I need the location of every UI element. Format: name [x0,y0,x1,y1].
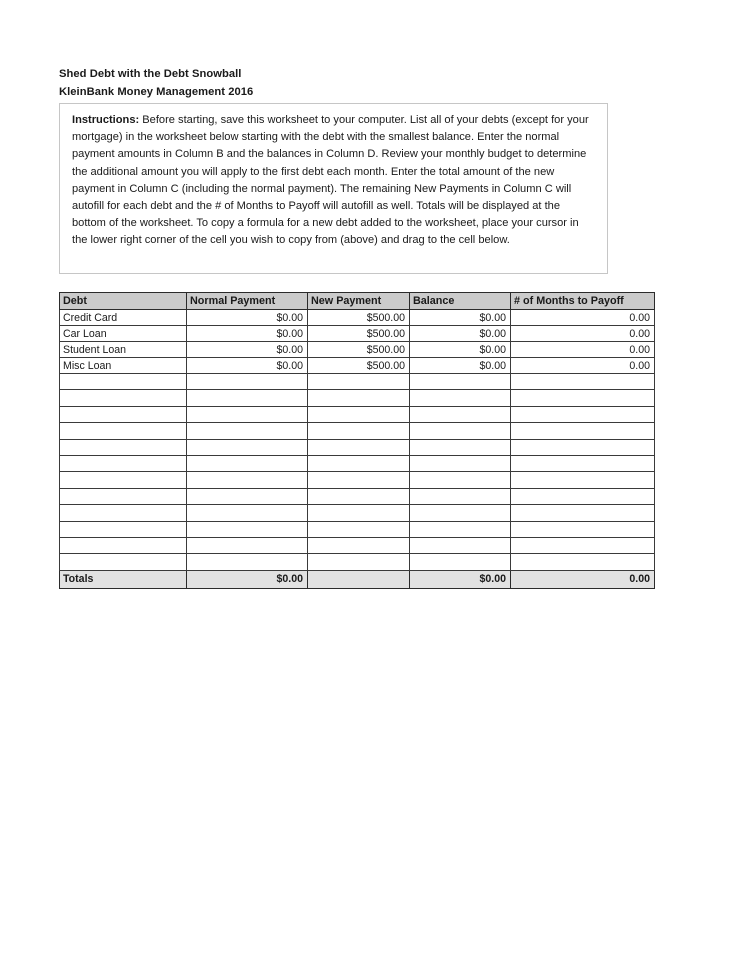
cell-normal-payment[interactable] [187,505,308,521]
totals-new-payment [308,570,410,588]
cell-normal-payment[interactable]: $0.00 [187,342,308,358]
cell-months-to-payoff[interactable] [511,521,655,537]
cell-months-to-payoff[interactable] [511,472,655,488]
cell-debt[interactable] [60,488,187,504]
cell-normal-payment[interactable] [187,423,308,439]
cell-new-payment[interactable]: $500.00 [308,342,410,358]
cell-debt[interactable] [60,423,187,439]
cell-new-payment[interactable]: $500.00 [308,326,410,342]
cell-debt[interactable] [60,537,187,553]
table-row[interactable] [60,310,655,326]
document-subtitle: KleinBank Money Management 2016 [59,86,254,98]
table-row[interactable] [60,406,655,422]
cell-months-to-payoff[interactable] [511,423,655,439]
table-row[interactable] [60,439,655,455]
cell-months-to-payoff[interactable] [511,374,655,390]
cell-months-to-payoff[interactable] [511,455,655,471]
table-row[interactable] [60,326,655,342]
table-body [60,310,655,571]
cell-balance[interactable] [410,374,511,390]
instructions-box [59,103,608,274]
cell-new-payment[interactable] [308,439,410,455]
table-row[interactable] [60,390,655,406]
cell-debt[interactable]: Misc Loan [60,358,187,374]
document-title: Shed Debt with the Debt Snowball [59,68,242,80]
table-row[interactable] [60,423,655,439]
cell-balance[interactable] [410,537,511,553]
cell-months-to-payoff[interactable]: 0.00 [511,342,655,358]
cell-normal-payment[interactable]: $0.00 [187,358,308,374]
cell-new-payment[interactable] [308,488,410,504]
debt-snowball-worksheet-table[interactable] [59,292,655,589]
cell-new-payment[interactable] [308,390,410,406]
table-row[interactable] [60,472,655,488]
cell-new-payment[interactable]: $500.00 [308,358,410,374]
cell-months-to-payoff[interactable] [511,406,655,422]
cell-new-payment[interactable] [308,472,410,488]
cell-new-payment[interactable] [308,537,410,553]
cell-debt[interactable] [60,554,187,570]
column-header-new-payment[interactable]: New Payment [308,293,410,310]
table-header-row [60,293,655,310]
cell-normal-payment[interactable] [187,488,308,504]
cell-balance[interactable]: $0.00 [410,342,511,358]
cell-normal-payment[interactable] [187,472,308,488]
table-header [60,293,655,310]
cell-debt[interactable] [60,374,187,390]
cell-debt[interactable] [60,505,187,521]
cell-months-to-payoff[interactable] [511,390,655,406]
cell-normal-payment[interactable] [187,390,308,406]
table-row[interactable] [60,342,655,358]
instructions-text [72,112,595,250]
cell-months-to-payoff[interactable]: 0.00 [511,358,655,374]
cell-months-to-payoff[interactable]: 0.00 [511,326,655,342]
cell-normal-payment[interactable] [187,554,308,570]
cell-new-payment[interactable] [308,374,410,390]
cell-normal-payment[interactable] [187,521,308,537]
table-row[interactable] [60,554,655,570]
totals-label: Totals [60,570,187,588]
column-header-months-to-payoff[interactable]: # of Months to Payoff [511,293,655,310]
cell-debt[interactable] [60,439,187,455]
cell-balance[interactable]: $0.00 [410,326,511,342]
cell-months-to-payoff[interactable] [511,488,655,504]
cell-new-payment[interactable] [308,455,410,471]
cell-balance[interactable] [410,505,511,521]
cell-normal-payment[interactable] [187,439,308,455]
cell-new-payment[interactable] [308,423,410,439]
cell-balance[interactable] [410,390,511,406]
cell-months-to-payoff[interactable] [511,439,655,455]
totals-balance: $0.00 [410,570,511,588]
cell-normal-payment[interactable] [187,374,308,390]
cell-new-payment[interactable] [308,505,410,521]
cell-new-payment[interactable] [308,521,410,537]
totals-normal-payment: $0.00 [187,570,308,588]
cell-balance[interactable]: $0.00 [410,310,511,326]
table-row[interactable] [60,505,655,521]
totals-row [60,570,655,588]
column-header-debt[interactable]: Debt [60,293,187,310]
document-content [59,66,659,586]
column-header-balance[interactable]: Balance [410,293,511,310]
cell-normal-payment[interactable] [187,455,308,471]
cell-balance[interactable]: $0.00 [410,358,511,374]
cell-new-payment[interactable] [308,406,410,422]
cell-normal-payment[interactable] [187,537,308,553]
cell-debt[interactable] [60,455,187,471]
cell-debt[interactable] [60,472,187,488]
cell-debt[interactable] [60,521,187,537]
cell-months-to-payoff[interactable] [511,505,655,521]
cell-debt[interactable]: Car Loan [60,326,187,342]
cell-balance[interactable] [410,488,511,504]
cell-normal-payment[interactable]: $0.00 [187,326,308,342]
cell-months-to-payoff[interactable] [511,554,655,570]
cell-debt[interactable] [60,390,187,406]
cell-new-payment[interactable]: $500.00 [308,310,410,326]
cell-debt[interactable]: Student Loan [60,342,187,358]
cell-balance[interactable] [410,439,511,455]
cell-balance[interactable] [410,455,511,471]
instructions-label: Instructions: [72,114,140,126]
cell-normal-payment[interactable]: $0.00 [187,310,308,326]
cell-debt[interactable]: Credit Card [60,310,187,326]
cell-normal-payment[interactable] [187,406,308,422]
cell-debt[interactable] [60,406,187,422]
table-footer [60,570,655,588]
table-row[interactable] [60,455,655,471]
cell-balance[interactable] [410,472,511,488]
table-row[interactable] [60,488,655,504]
cell-balance[interactable] [410,521,511,537]
cell-months-to-payoff[interactable] [511,537,655,553]
cell-months-to-payoff[interactable]: 0.00 [511,310,655,326]
table-row[interactable] [60,374,655,390]
table-row[interactable] [60,537,655,553]
column-header-normal-payment[interactable]: Normal Payment [187,293,308,310]
cell-balance[interactable] [410,554,511,570]
table-row[interactable] [60,521,655,537]
instructions-body: Before starting, save this worksheet to your computer. List all of your debts (except for your mortgage) in the worksheet below starting with the debt with the smallest balance. Enter the normal payment amounts in Column B and the balances in Column D. Review your monthly budget to determine the additional amount you will apply to the first debt each month. Enter the total amount of the new payment in Column C (including the normal payment). The remaining New Payments in Column C will autofill for each debt and the # of Months to Payoff will autofill as well. Totals will be displayed at the bottom of the worksheet. To copy a formula for a new debt added to the worksheet, place your cursor in the lower right corner of the cell you wish to copy from (above) and drag to the cell below. [72,114,589,247]
table-row[interactable] [60,358,655,374]
cell-new-payment[interactable] [308,554,410,570]
totals-months-to-payoff: 0.00 [511,570,655,588]
cell-balance[interactable] [410,406,511,422]
cell-balance[interactable] [410,423,511,439]
